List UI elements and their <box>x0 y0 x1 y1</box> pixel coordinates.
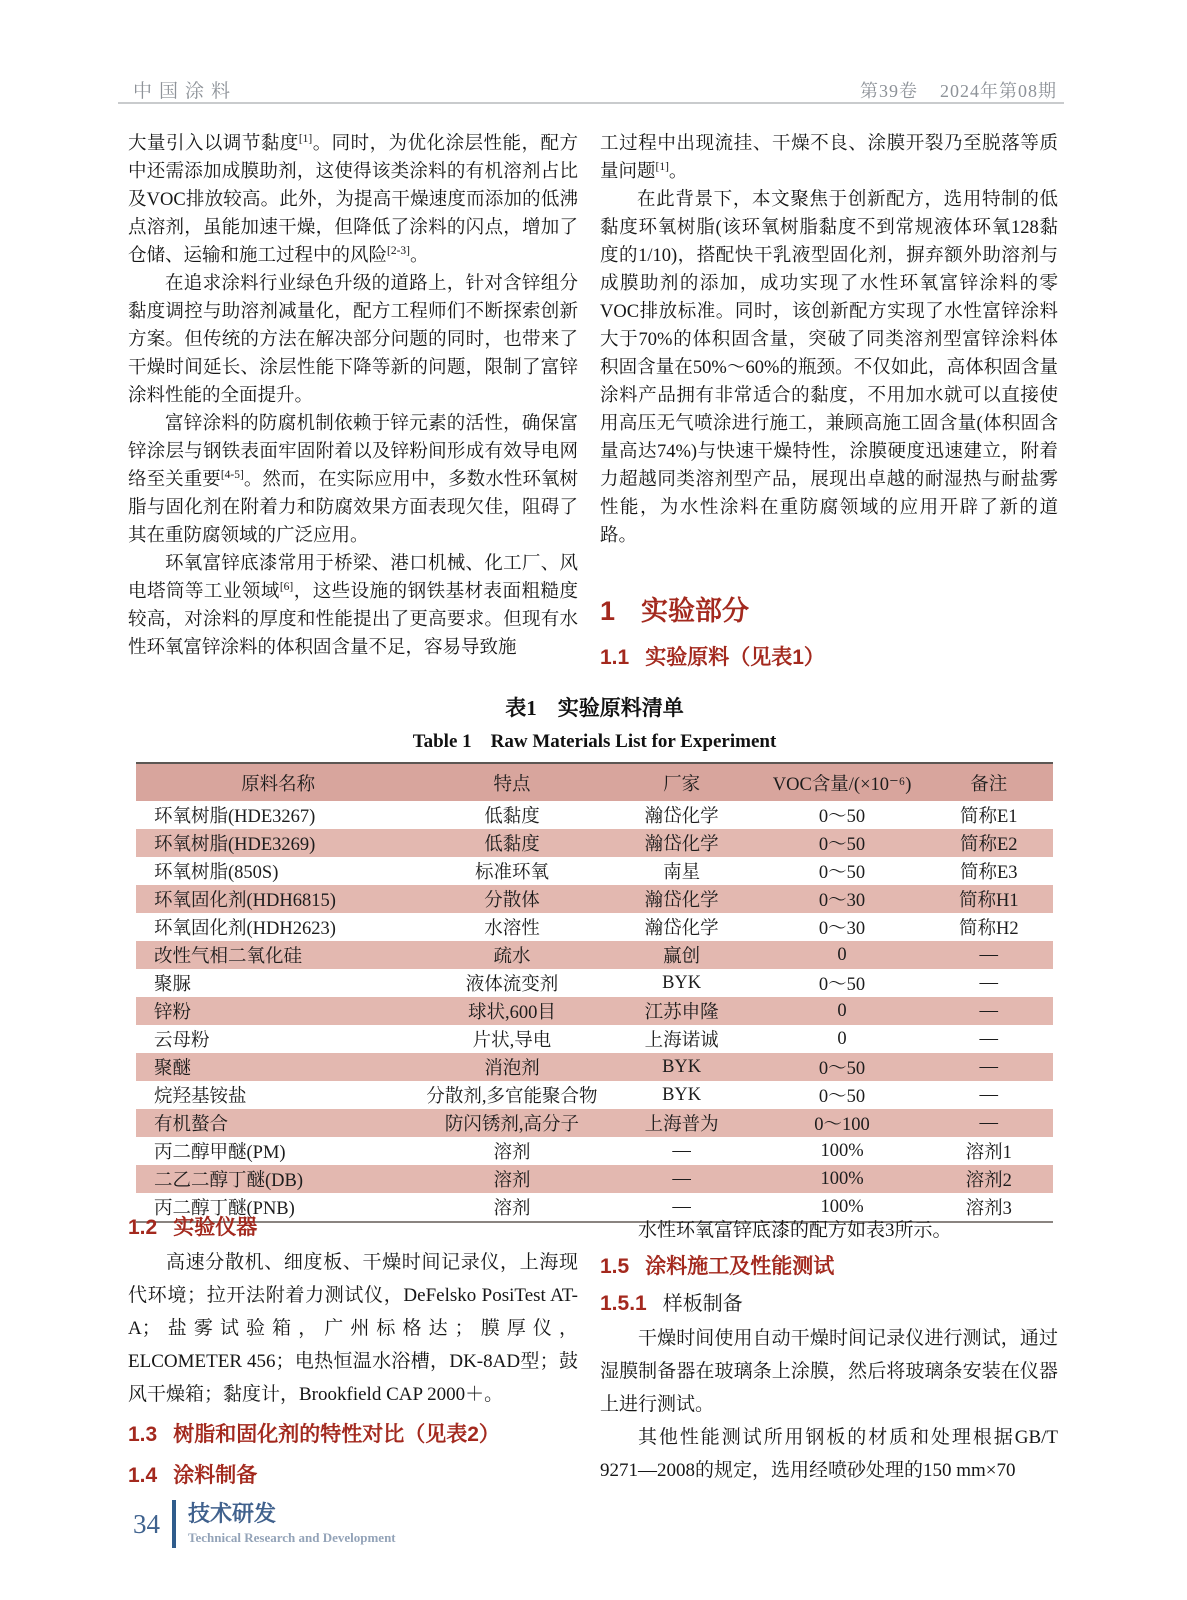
table-cell: BYK <box>662 972 702 993</box>
section-title: 实验原料（见表1） <box>645 646 825 669</box>
table-row <box>136 801 1053 829</box>
table-row <box>136 969 1053 997</box>
volume-label: 第39卷 <box>860 81 918 101</box>
table-cell: 0～30 <box>818 919 866 939</box>
body-paragraph: 在追求涂料行业绿色升级的道路上，针对含锌组分黏度调控与助溶剂减量化，配方工程师们不断探索创新方案。但传统的方法在解决部分问题的同时，也带来了干燥时间延长、涂层性能下降等新的问题，限制了富锌涂料性能的全面提升。 <box>128 274 578 406</box>
table-cell: 改性气相二氧化硅 <box>154 947 303 967</box>
table-cell: 溶剂2 <box>965 1171 1012 1191</box>
instruments-paragraph: 高速分散机、细度板、干燥时间记录仪，上海现代环境；拉开法附着力测试仪，DeFelsko PosiTest AT-A；盐雾试验箱，广州标格达；膜厚仪，ELCOMETER 456；电热恒温水浴槽，DK-8AD型；鼓风干燥箱；黏度计，Brookfield CAP 2000＋。 <box>128 1252 578 1405</box>
table-cell: 片状,导电 <box>472 1031 552 1051</box>
table-cell: 水溶性 <box>484 919 540 939</box>
table-cell: 赢创 <box>663 947 701 967</box>
section-heading-1-2 <box>128 1214 578 1242</box>
table-cell: 简称H1 <box>958 891 1019 911</box>
footer-column-en: Technical Research and Development <box>188 1530 396 1545</box>
table-cell: 溶剂 <box>493 1199 531 1219</box>
table-header-row <box>136 763 1053 801</box>
table-cell: BYK <box>662 1056 702 1077</box>
section-number: 1.5.1 <box>600 1292 647 1315</box>
section-heading-1-3 <box>128 1421 578 1449</box>
table-caption-zh: 表1 实验原料清单 <box>505 696 684 720</box>
table-cell: BYK <box>662 1084 702 1105</box>
table-cell: 液体流变剂 <box>465 975 559 995</box>
section-title: 样板制备 <box>662 1293 743 1315</box>
table-row <box>136 1081 1053 1109</box>
table-row <box>136 1053 1053 1081</box>
issue-info <box>860 77 1057 103</box>
table-cell: 瀚岱化学 <box>644 835 719 855</box>
right-column-top <box>600 130 1058 672</box>
table-cell: — <box>672 1168 691 1189</box>
right-column-bottom <box>600 1214 1058 1487</box>
table-column-header: 厂家 <box>604 763 760 801</box>
table-cell: 消泡剂 <box>484 1059 540 1079</box>
raw-materials-table <box>136 762 1053 1223</box>
table-cell: 100% <box>820 1140 864 1161</box>
section-heading-1-4 <box>128 1462 578 1490</box>
table-cell: 丙二醇丁醚(PNB) <box>154 1199 295 1219</box>
section-number: 1.5 <box>600 1255 630 1278</box>
table-cell: 0～50 <box>818 863 866 883</box>
table-cell: 简称H2 <box>958 919 1019 939</box>
table-cell: 低黏度 <box>484 807 540 827</box>
table-row <box>136 857 1053 885</box>
table-cell: — <box>979 1056 999 1077</box>
table-row <box>136 997 1053 1025</box>
section-title: 实验仪器 <box>173 1216 258 1239</box>
table-cell: — <box>979 972 999 993</box>
table-cell: 0 <box>837 944 847 965</box>
table-row <box>136 1109 1053 1137</box>
table-cell: 瀚岱化学 <box>644 807 719 827</box>
section-number: 1 <box>600 596 616 626</box>
header-rule <box>118 102 1064 104</box>
table-cell: 有机螯合 <box>154 1115 229 1135</box>
journal-title: 中国涂料 <box>133 81 238 102</box>
formula-note-paragraph: 水性环氧富锌底漆的配方如表3所示。 <box>638 1220 952 1241</box>
table-cell: 简称E2 <box>960 835 1018 855</box>
section-title: 涂料制备 <box>173 1464 258 1487</box>
table-cell: 分散剂,多官能聚合物 <box>426 1087 598 1107</box>
table-row <box>136 1165 1053 1193</box>
table-cell: 分散体 <box>484 891 540 911</box>
left-column-bottom <box>128 1214 578 1490</box>
table-cell: 瀚岱化学 <box>644 891 719 911</box>
table-column-header: 特点 <box>420 763 603 801</box>
table-cell: 简称E1 <box>960 807 1018 827</box>
table-row <box>136 1025 1053 1053</box>
table-row <box>136 913 1053 941</box>
table-cell: — <box>979 1112 999 1133</box>
table-cell: 瀚岱化学 <box>644 919 719 939</box>
table-cell: — <box>672 1196 691 1217</box>
table-cell: 上海诺诚 <box>644 1031 719 1051</box>
section-number: 1.3 <box>128 1423 158 1446</box>
table-cell: 溶剂3 <box>965 1199 1012 1219</box>
body-paragraph: 富锌涂料的防腐机制依赖于锌元素的活性，确保富锌涂层与钢铁表面牢固附着以及锌粉间形成有效导电网络至关重要[4-5]。然而，在实际应用中，多数水性环氧树脂与固化剂在附着力和防腐效果方面表现欠佳，阻碍了其在重防腐领域的广泛应用。 <box>128 414 578 546</box>
table-cell: 标准环氧 <box>474 863 549 883</box>
table-column-header: 原料名称 <box>136 763 420 801</box>
left-column-top <box>128 130 578 662</box>
table-cell: 云母粉 <box>154 1031 210 1051</box>
section-number: 1.1 <box>600 646 630 669</box>
page-footer <box>133 1500 396 1548</box>
table-cell: — <box>979 1084 999 1105</box>
table-cell: 0～50 <box>818 1087 866 1107</box>
issue-label: 2024年第08期 <box>940 81 1057 101</box>
footer-column-block <box>188 1502 396 1546</box>
table-cell: 0～50 <box>818 807 866 827</box>
section-heading-1-5 <box>600 1253 1058 1281</box>
table1-block <box>136 692 1053 1223</box>
table-header-row <box>136 763 1053 801</box>
body-paragraph: 工过程中出现流挂、干燥不良、涂膜开裂乃至脱落等质量问题[1]。 <box>600 134 1058 182</box>
table-cell: 溶剂 <box>493 1171 531 1191</box>
table-cell: 疏水 <box>493 947 531 967</box>
steel-plate-paragraph: 其他性能测试所用钢板的材质和处理根据GB/T 9271—2008的规定，选用经喷砂处理的150 mm×70 <box>600 1427 1058 1481</box>
table-row <box>136 885 1053 913</box>
table-cell: 0～30 <box>818 891 866 911</box>
table-cell: 球状,600目 <box>468 1003 556 1023</box>
table-cell: — <box>979 1028 999 1049</box>
section-heading-1-1 <box>600 644 1058 672</box>
section-title: 实验部分 <box>641 596 750 626</box>
table-cell: 南星 <box>663 863 701 883</box>
table-cell: 0～50 <box>818 1059 866 1079</box>
table-cell: 防闪锈剂,高分子 <box>444 1115 580 1135</box>
section-number: 1.2 <box>128 1216 158 1239</box>
table-cell: 江苏申隆 <box>644 1003 719 1023</box>
section-heading-1 <box>600 594 1058 628</box>
section-number: 1.4 <box>128 1464 158 1487</box>
page-number: 34 <box>133 1508 160 1539</box>
table-cell: 溶剂 <box>493 1143 531 1163</box>
table-cell: — <box>979 944 999 965</box>
table-row <box>136 1137 1053 1165</box>
table-cell: 0～100 <box>814 1115 870 1135</box>
body-paragraph: 大量引入以调节黏度[1]。同时，为优化涂层性能，配方中还需添加成膜助剂，这使得该类涂料的有机溶剂占比及VOC排放较高。此外，为提高干燥速度而添加的低沸点溶剂，虽能加速干燥，但降低了涂料的闪点，增加了仓储、运输和施工过程中的风险[2-3]。 <box>128 132 578 266</box>
section-title: 树脂和固化剂的特性对比（见表2） <box>173 1423 500 1446</box>
footer-column-zh: 技术研发 <box>188 1501 277 1526</box>
table-cell: 上海普为 <box>644 1115 719 1135</box>
table-cell: 环氧树脂(HDE3267) <box>154 807 316 827</box>
table-column-header: 备注 <box>925 763 1053 801</box>
table-row <box>136 829 1053 857</box>
table-cell: — <box>979 1000 999 1021</box>
table-cell: 简称E3 <box>960 863 1018 883</box>
body-paragraph: 环氧富锌底漆常用于桥梁、港口机械、化工厂、风电塔筒等工业领域[6]，这些设施的钢铁基材表面粗糙度较高，对涂料的厚度和性能提出了更高要求。但现有水性环氧富锌涂料的体积固含量不足，容易导致施 <box>128 554 578 658</box>
table-caption-en: Table 1 Raw Materials List for Experiment <box>412 731 777 752</box>
table-cell: 环氧固化剂(HDH6815) <box>154 891 336 911</box>
body-paragraph: 在此背景下，本文聚焦于创新配方，选用特制的低黏度环氧树脂(该环氧树脂黏度不到常规液体环氧128黏度的1/10)，搭配快干乳液型固化剂，摒弃额外助溶剂与成膜助剂的添加，成功实现了水性环氧富锌涂料的零VOC排放标准。同时，该创新配方实现了水性富锌涂料大于70%的体积固含量，突破了同类溶剂型富锌涂料体积固含量在50%～60%的瓶颈。不仅如此，高体积固含量涂料产品拥有非常适合的黏度，不用加水就可以直接使用高压无气喷涂进行施工，兼顾高施工固含量(体积固含量高达74%)与快速干燥特性，涂膜硬度迅速建立，附着力超越同类溶剂型产品，展现出卓越的耐湿热与耐盐雾性能，为水性涂料在重防腐领域的应用开辟了新的道路。 <box>600 190 1058 546</box>
table-cell: 0 <box>837 1028 847 1049</box>
table-cell: 环氧树脂(850S) <box>154 863 279 883</box>
table-cell: 烷羟基铵盐 <box>154 1087 247 1107</box>
table-cell: — <box>672 1140 691 1161</box>
section-heading-1-5-1 <box>600 1290 1058 1318</box>
table-cell: 溶剂1 <box>965 1143 1012 1163</box>
table-cell: 环氧树脂(HDE3269) <box>154 835 316 855</box>
dry-time-paragraph: 干燥时间使用自动干燥时间记录仪进行测试，通过湿膜制备器在玻璃条上涂膜，然后将玻璃条安装在仪器上进行测试。 <box>600 1328 1058 1415</box>
table-cell: 锌粉 <box>154 1003 192 1023</box>
table-body <box>136 801 1053 1222</box>
table-cell: 丙二醇甲醚(PM) <box>154 1143 286 1163</box>
table-cell: 100% <box>820 1168 864 1189</box>
table-cell: 100% <box>820 1196 864 1217</box>
table-cell: 聚醚 <box>154 1059 192 1079</box>
section-title: 涂料施工及性能测试 <box>645 1255 835 1278</box>
table-cell: 0～50 <box>818 835 866 855</box>
page-header <box>133 76 1057 100</box>
table-cell: 0 <box>837 1000 847 1021</box>
table-cell: 聚脲 <box>154 975 192 995</box>
footer-divider-bar <box>172 1500 176 1548</box>
table-column-header: VOC含量/(×10⁻⁶) <box>760 763 925 801</box>
table-cell: 环氧固化剂(HDH2623) <box>154 919 336 939</box>
table-cell: 低黏度 <box>484 835 540 855</box>
table-cell: 二乙二醇丁醚(DB) <box>154 1171 304 1191</box>
table-row <box>136 941 1053 969</box>
table-cell: 0～50 <box>818 975 866 995</box>
